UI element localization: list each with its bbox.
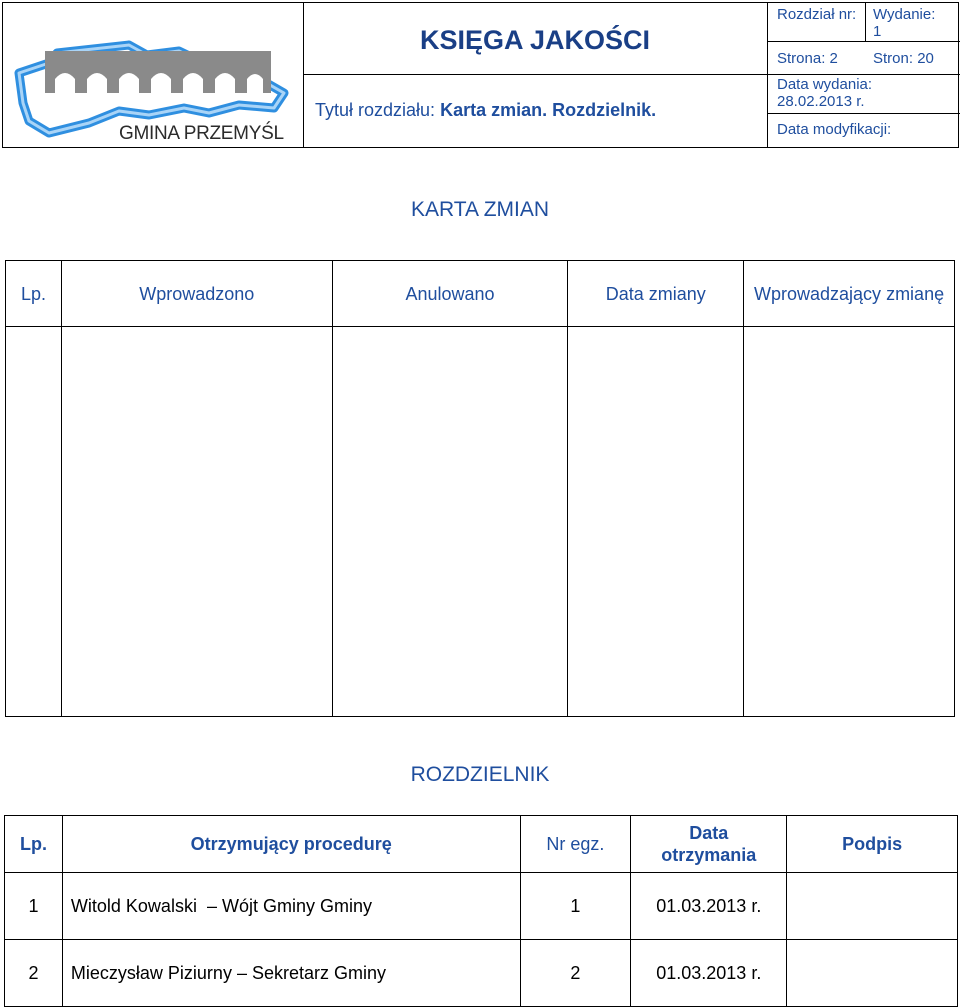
- table-header-row: [5, 816, 958, 873]
- column-header: Data zmiany: [568, 261, 744, 327]
- logo-text: GMINA PRZEMYŚL: [119, 123, 284, 144]
- changes-title: KARTA ZMIAN: [410, 198, 550, 221]
- column-header: Lp.: [5, 816, 63, 873]
- issue-date-field: Data wydania: 28.02.2013 r.: [777, 76, 873, 110]
- pages-field: Stron: 20: [873, 50, 934, 67]
- table-row: [5, 873, 958, 940]
- distribution-table: [4, 815, 958, 1007]
- table-cell[interactable]: [568, 327, 744, 717]
- table-cell[interactable]: [332, 327, 568, 717]
- table-header-row: [6, 261, 955, 327]
- column-header: Anulowano: [332, 261, 568, 327]
- table-row: [5, 940, 958, 1007]
- chapter-number-label: Rozdział nr:: [777, 6, 857, 23]
- column-header: Lp.: [6, 261, 62, 327]
- recipient-cell: Mieczysław Piziurny – Sekretarz Gminy: [62, 940, 520, 1007]
- modification-date-label: Data modyfikacji:: [777, 121, 892, 138]
- signature-cell[interactable]: [787, 940, 958, 1007]
- column-header: Nr egz.: [520, 816, 631, 873]
- column-header: Data otrzymania: [631, 816, 787, 873]
- distribution-title: ROZDZIELNIK: [410, 763, 550, 786]
- page-title: KSIĘGA JAKOŚCI: [419, 25, 651, 55]
- table-cell[interactable]: [6, 327, 62, 717]
- table-cell[interactable]: [61, 327, 332, 717]
- copy-number-cell: 1: [520, 873, 631, 940]
- received-date-cell: 01.03.2013 r.: [631, 940, 787, 1007]
- column-header: Podpis: [787, 816, 958, 873]
- changes-table: [5, 260, 955, 717]
- row-number: 1: [5, 873, 63, 940]
- signature-cell[interactable]: [787, 873, 958, 940]
- column-header: Otrzymujący procedurę: [62, 816, 520, 873]
- copy-number-cell: 2: [520, 940, 631, 1007]
- column-header: Wprowadzono: [61, 261, 332, 327]
- received-date-cell: 01.03.2013 r.: [631, 873, 787, 940]
- table-row: [6, 327, 955, 717]
- row-number: 2: [5, 940, 63, 1007]
- table-cell[interactable]: [744, 327, 955, 717]
- edition-field: Wydanie: 1: [873, 6, 936, 40]
- recipient-cell: Witold Kowalski – Wójt Gminy Gminy: [62, 873, 520, 940]
- column-header: Wprowadzający zmianę: [744, 261, 955, 327]
- gmina-logo: [9, 33, 299, 145]
- document-header: [2, 2, 959, 148]
- chapter-title: Tytuł rozdziału: Karta zmian. Rozdzielnik.: [315, 100, 657, 120]
- page-field: Strona: 2: [777, 50, 838, 67]
